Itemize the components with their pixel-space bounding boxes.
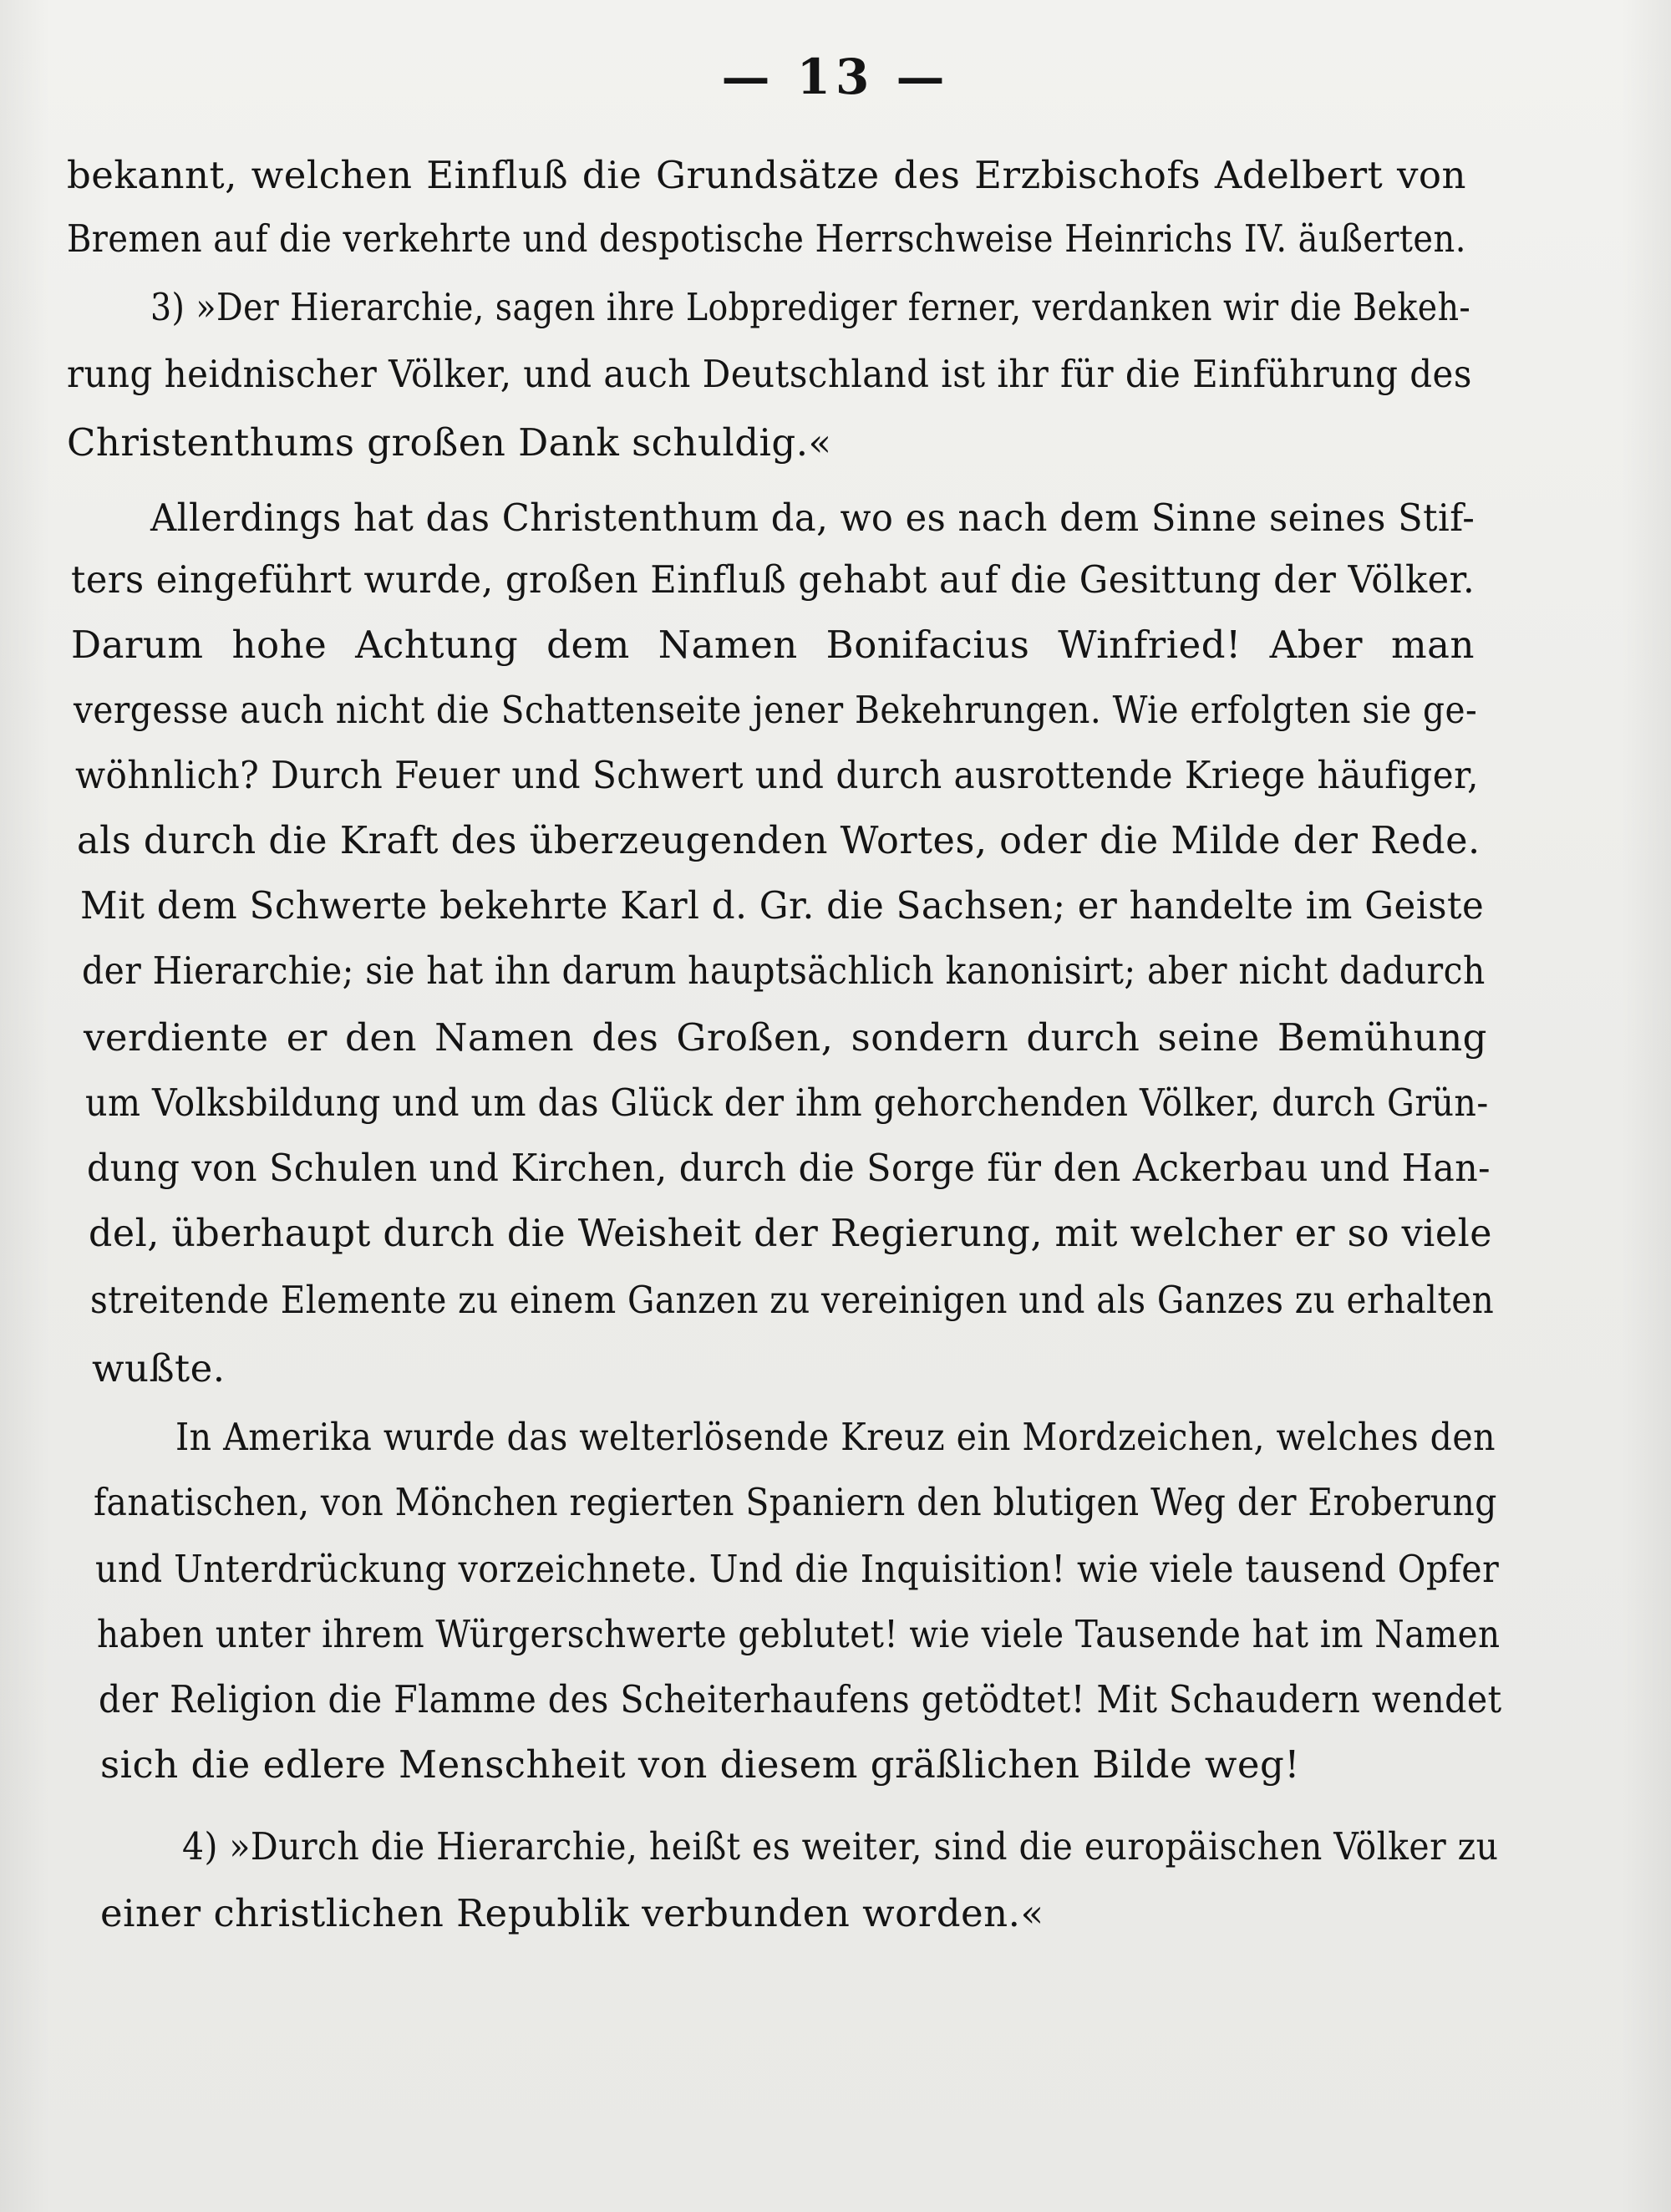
- text-line: dung von Schulen und Kirchen, durch die Sorge für den Ackerbau und Han-: [87, 1146, 1491, 1190]
- text-line: um Volksbildung und um das Glück der ihm gehorchenden Völker, durch Grün-: [85, 1081, 1489, 1125]
- text-line: wußte.: [92, 1346, 226, 1391]
- text-line: wöhnlich? Durch Feuer und Schwert und durch ausrottende Kriege häufiger,: [75, 753, 1480, 797]
- text-line: Bremen auf die verkehrte und despotische Herrschweise Heinrichs IV. äußerten.: [67, 216, 1466, 261]
- text-line: ters eingeführt wurde, großen Einfluß gehabt auf die Gesittung der Völker.: [71, 557, 1475, 602]
- text-line: In Amerika wurde das welterlösende Kreuz ein Mordzeichen, welches den: [175, 1415, 1496, 1459]
- text-line: rung heidnischer Völker, und auch Deutschland ist ihr für die Einführung des: [67, 352, 1472, 396]
- text-line: streitende Elemente zu einem Ganzen zu vereinigen und als Ganzes zu erhalten: [90, 1278, 1495, 1322]
- text-line: sich die edlere Menschheit von diesem gräßlichen Bilde weg!: [100, 1742, 1300, 1787]
- text-line: Christenthums großen Dank schuldig.«: [67, 420, 832, 465]
- text-line: verdiente er den Namen des Großen, sondern durch seine Bemühung: [84, 1015, 1487, 1060]
- text-line: und Unterdrückung vorzeichnete. Und die Inquisition! wie viele tausend Opfer: [95, 1547, 1500, 1591]
- text-line: del, überhaupt durch die Weisheit der Regierung, mit welcher er so viele: [89, 1211, 1492, 1255]
- text-line: einer christlichen Republik verbunden worden.«: [100, 1891, 1044, 1935]
- text-line: 4) »Durch die Hierarchie, heißt es weiter, sind die europäischen Völker zu: [182, 1824, 1499, 1869]
- text-line: als durch die Kraft des überzeugenden Wortes, oder die Milde der Rede.: [77, 818, 1481, 862]
- text-line: Mit dem Schwerte bekehrte Karl d. Gr. die Sachsen; er handelte im Geiste: [80, 883, 1485, 928]
- page-number: — 13 —: [721, 48, 950, 105]
- text-line: Allerdings hat das Christenthum da, wo es nach dem Sinne seines Stif-: [150, 496, 1475, 540]
- text-line: Darum hohe Achtung dem Namen Bonifacius Winfried! Aber man: [71, 623, 1475, 667]
- text-line: der Religion die Flamme des Scheiterhaufens getödtet! Mit Schaudern wendet: [99, 1677, 1502, 1721]
- text-line: der Hierarchie; sie hat ihn darum hauptsächlich kanonisirt; aber nicht dadurch: [82, 948, 1486, 993]
- text-line: 3) »Der Hierarchie, sagen ihre Lobprediger ferner, verdanken wir die Bekeh-: [150, 285, 1471, 329]
- text-line: vergesse auch nicht die Schattenseite jener Bekehrungen. Wie erfolgten sie ge-: [74, 688, 1478, 732]
- text-line: bekannt, welchen Einfluß die Grundsätze des Erzbischofs Adelbert von: [67, 153, 1466, 197]
- text-line: haben unter ihrem Würgerschwerte geblutet! wie viele Tausende hat im Namen: [97, 1612, 1501, 1656]
- text-line: fanatischen, von Mönchen regierten Spaniern den blutigen Weg der Eroberung: [94, 1480, 1497, 1524]
